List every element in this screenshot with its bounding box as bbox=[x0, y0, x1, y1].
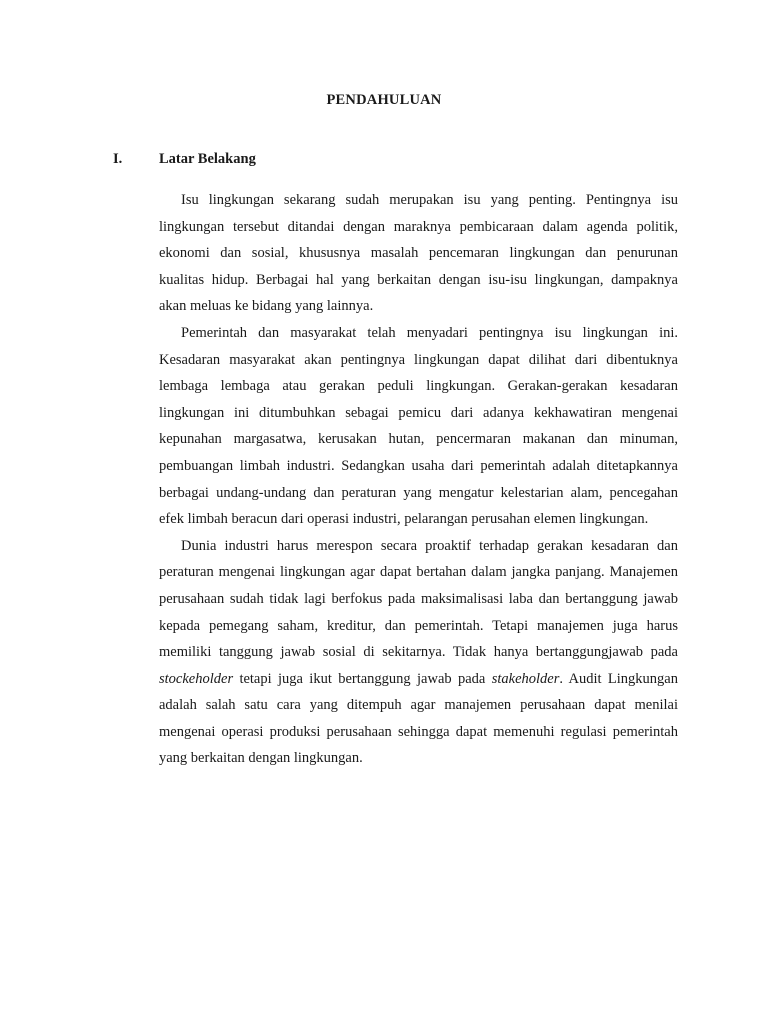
document-title: PENDAHULUAN bbox=[326, 92, 442, 108]
text-line: lembaga lembaga atau gerakan peduli lingkungan. Gerakan-gerakan kesadaran bbox=[159, 378, 678, 395]
text-line: ekonomi dan sosial, khususnya masalah pencemaran lingkungan dan penurunan bbox=[159, 245, 678, 262]
text-line: peraturan mengenai lingkungan agar dapat bertahan dalam jangka panjang. Manajemen bbox=[159, 564, 678, 581]
paragraph-3 bbox=[159, 533, 678, 772]
section-title: Latar Belakang bbox=[159, 151, 256, 167]
text-line: mengenai operasi produksi perusahaan sehingga dapat memenuhi regulasi pemerintah bbox=[159, 723, 678, 740]
text-line: kualitas hidup. Berbagai hal yang berkaitan dengan isu-isu lingkungan, dampaknya bbox=[159, 271, 678, 288]
text-line: yang berkaitan dengan lingkungan. bbox=[159, 750, 363, 767]
text-line: efek limbah beracun dari operasi industri, pelarangan perusahan elemen lingkungan. bbox=[159, 511, 649, 528]
text-line: akan meluas ke bidang yang lainnya. bbox=[159, 298, 374, 315]
text-line: kepada pemegang saham, kreditur, dan pemerintah. Tetapi manajemen juga harus bbox=[159, 617, 678, 634]
text-line: lingkungan ini ditumbuhkan sebagai pemicu dari adanya kekhawatiran mengenai bbox=[159, 404, 678, 421]
paragraph-1 bbox=[159, 187, 678, 320]
text-line: adalah salah satu cara yang ditempuh agar manajemen perusahaan dapat menilai bbox=[159, 697, 678, 714]
text-line: berbagai undang-undang dan peraturan yang mengatur kelestarian alam, pencegahan bbox=[159, 484, 678, 501]
text-line: memiliki tanggung jawab sosial di sekitarnya. Tidak hanya bertanggungjawab pada bbox=[159, 644, 678, 661]
text-line-italic bbox=[159, 666, 678, 693]
text-line: Pemerintah dan masyarakat telah menyadari pentingnya isu lingkungan ini. bbox=[181, 324, 678, 341]
text-line: perusahaan sudah tidak lagi berfokus pada maksimalisasi laba dan bertanggung jawab bbox=[159, 590, 678, 607]
text-line: pembuangan limbah industri. Sedangkan usaha dari pemerintah adalah ditetapkannya bbox=[159, 457, 678, 474]
text-line: Dunia industri harus merespon secara proaktif terhadap gerakan kesadaran dan bbox=[181, 537, 678, 554]
text-line: Isu lingkungan sekarang sudah merupakan isu yang penting. Pentingnya isu bbox=[181, 192, 678, 208]
text-line: lingkungan tersebut ditandai dengan maraknya pembicaraan dalam agenda politik, bbox=[159, 218, 678, 235]
body-text bbox=[159, 187, 678, 772]
italic-term-stakeholder: stakeholder bbox=[491, 670, 560, 687]
text-line: kepunahan margasatwa, kerusakan hutan, pencermaran makanan dan minuman, bbox=[159, 431, 678, 448]
text-fragment: tetapi juga ikut bertanggung jawab pada bbox=[233, 670, 492, 687]
text-line: Kesadaran masyarakat akan pentingnya lingkungan dapat dilihat dari dibentuknya bbox=[159, 351, 678, 368]
paragraph-2 bbox=[159, 320, 678, 533]
italic-term-stockeholder: stockeholder bbox=[159, 670, 234, 687]
section-number: I. bbox=[113, 151, 123, 167]
text-fragment: . Audit Lingkungan bbox=[559, 670, 678, 687]
